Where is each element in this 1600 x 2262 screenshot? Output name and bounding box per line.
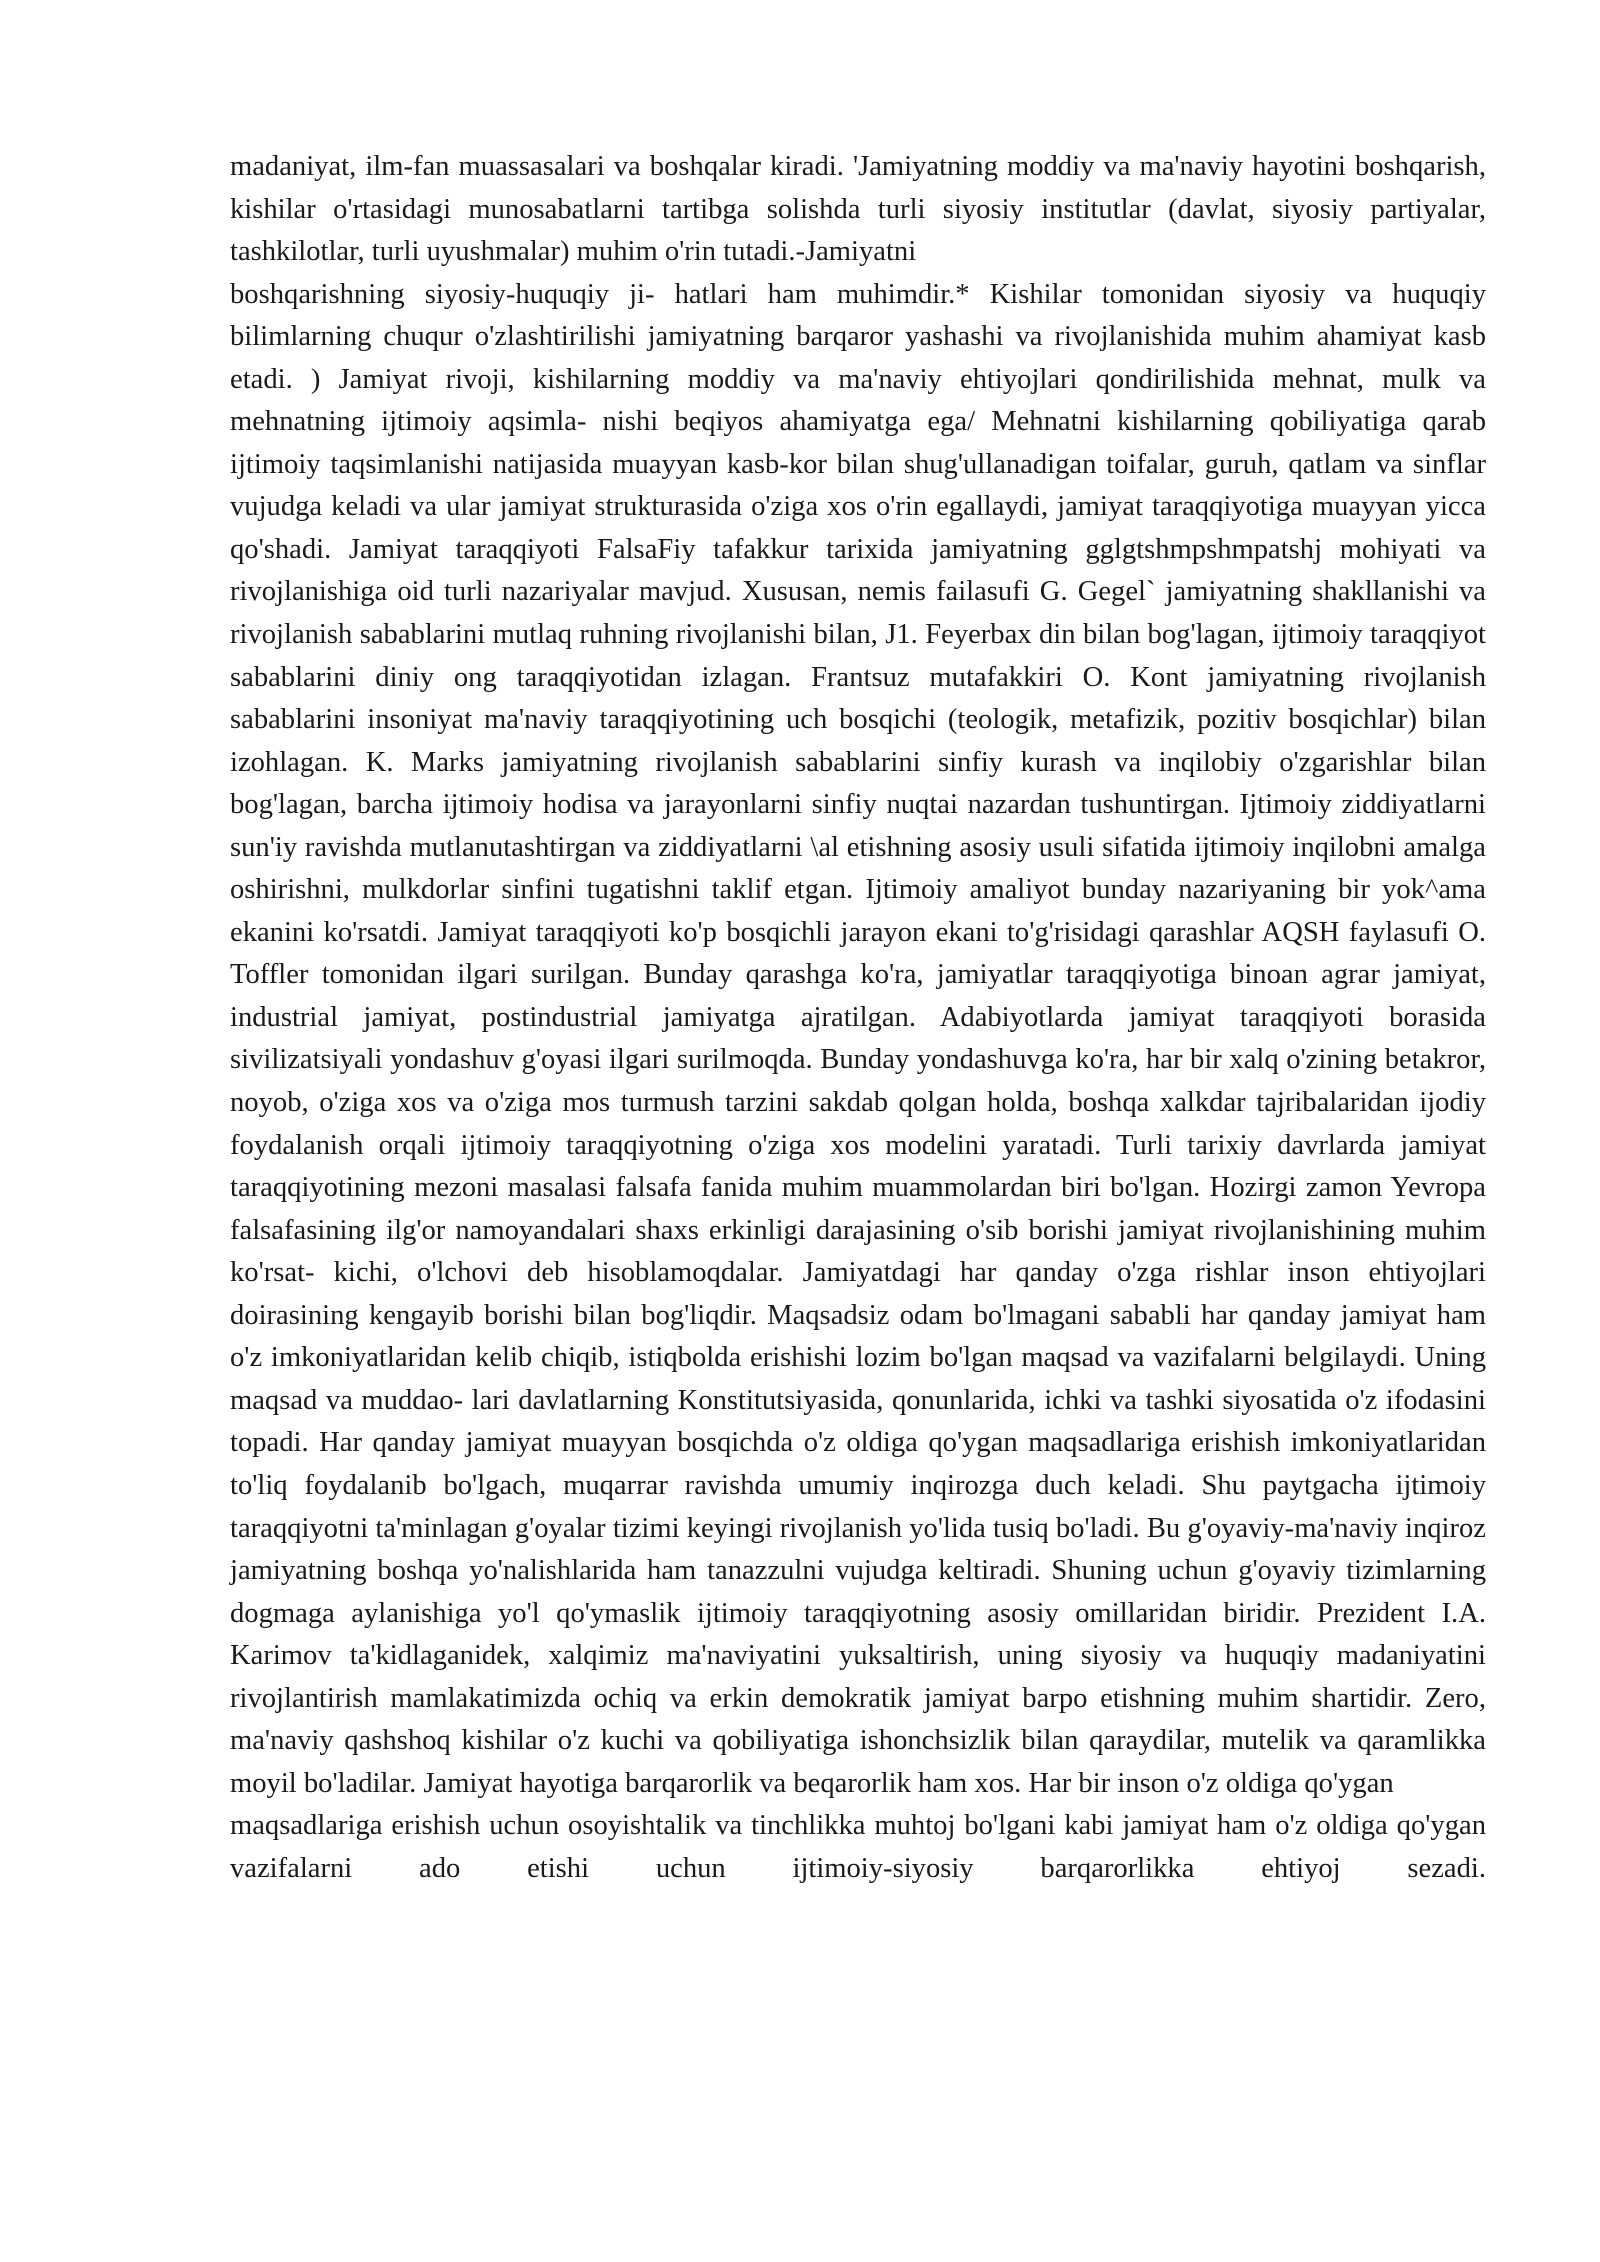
paragraph-2: boshqarishning siyosiy-huquqiy ji- hatlari ham muhimdir.* Kishilar tomonidan siyosiy va huquqiy bilimlarning chuqur o'zlashtirilishi jamiyatning barqaror yashashi va rivojlanishida muhim ahamiyat kasb etadi. ) Jamiyat rivoji, kishilarning moddiy va ma'naviy ehtiyojlari qondirilishida mehnat, mulk va mehnatning ijtimoiy aqsimla- nishi beqiyos ahamiyatga ega/ Mehnatni kishilarning qobiliyatiga qarab ijtimoiy taqsimlanishi natijasida muayyan kasb-kor bilan shug'ullanadigan toifalar, guruh, qatlam va sinflar vujudga keladi va ular jamiyat strukturasida o'ziga xos o'rin egallaydi, jamiyat taraqqiyotiga muayyan yicca qo'shadi. Jamiyat taraqqiyoti FalsaFiy tafakkur tarixida jamiyatning gglgtshmpshmpatshj mohiyati va rivojlanishiga oid turli nazariyalar mavjud. Xususan, nemis failasufi G. Gegel` jamiyatning shakllanishi va rivojlanish sabablarini mutlaq ruhning rivojlanishi bilan, J1. Feyerbax din bilan bog'lagan, ijtimoiy taraqqiyot sabablarini diniy ong taraqqiyotidan izlagan. Frantsuz mutafakkiri O. Kont jamiyatning rivojlanish sabablarini insoniyat ma'naviy taraqqiyotining uch bosqichi (teologik, metafizik, pozitiv bosqichlar) bilan izohlagan. K. Marks jamiyatning rivojlanish sabablarini sinfiy kurash va inqilobiy o'zgarishlar bilan bog'lagan, barcha ijtimoiy hodisa va jarayonlarni sinfiy nuqtai nazardan tushuntirgan. Ijtimoiy ziddiyatlarni sun'iy ravishda mutlanutashtirgan va ziddiyatlarni \al etishning asosiy usuli sifatida ijtimoiy inqilobni amalga oshirishni, mulkdorlar sinfini tugatishni taklif etgan. Ijtimoiy amaliyot bunday nazariyaning bir yok^ama ekanini ko'rsatdi. Jamiyat taraqqiyoti ko'p bosqichli jarayon ekani to'g'risidagi qarashlar AQSH faylasufi O. Toffler tomonidan ilgari surilgan. Bunday qarashga ko'ra, jamiyatlar taraqqiyotiga binoan agrar jamiyat, industrial jamiyat, postindustrial jamiyatga ajratilgan. Adabiyotlarda jamiyat taraqqiyoti borasida sivilizatsiyali yondashuv g'oyasi ilgari surilmoqda. Bunday yondashuvga ko'ra, har bir xalq o'zining betakror, noyob, o'ziga xos va o'ziga mos turmush tarzini sakdab qolgan holda, boshqa xalkdar tajribalaridan ijodiy foydalanish orqali ijtimoiy taraqqiyotning o'ziga xos modelini yaratadi. Turli tarixiy davrlarda jamiyat taraqqiyotining mezoni masalasi falsafa fanida muhim muammolardan biri bo'lgan. Hozirgi zamon Yevropa falsafasining ilg'or namoyandalari shaxs erkinligi darajasining o'sib borishi jamiyat rivojlanishining muhim ko'rsat- kichi, o'lchovi deb hisoblamoqdalar. Jamiyatdagi har qanday o'zga rishlar inson ehtiyojlari doirasining kengayib borishi bilan bog'liqdir. Maqsadsiz odam bo'lmagani sababli har qanday jamiyat ham o'z imkoniyatlaridan kelib chiqib, istiqbolda erishishi lozim bo'lgan maqsad va vazifalarni belgilaydi. Uning maqsad va muddao- lari davlatlarning Konstitutsiyasida, qonunlarida, ichki va tashki siyosatida o'z ifodasini topadi. Har qanday jamiyat muayyan bosqichda o'z oldiga qo'ygan maqsadlariga erishish imkoniyatlaridan to'liq foydalanib bo'lgach, muqarrar ravishda umumiy inqirozga duch keladi. Shu paytgacha ijtimoiy taraqqiyotni ta'minlagan g'oyalar tizimi keyingi rivojlanish yo'lida tusiq bo'ladi. Bu g'oyaviy-ma'naviy inqiroz jamiyatning boshqa yo'nalishlarida ham tanazzulni vujudga keltiradi. Shuning uchun g'oyaviy tizimlarning dogmaga aylanishiga yo'l qo'ymaslik ijtimoiy taraqqiyotning asosiy omillaridan biridir. Prezident I.A. Karimov ta'kidlaganidek, xalqimiz ma'naviyatini yuksaltirish, uning siyosiy va huquqiy madaniyatini rivojlantirish mamlakatimizda ochiq va erkin demokratik jamiyat barpo etishning muhim shartidir. Zero, ma'naviy qashshoq kishilar o'z kuchi va qobiliyatiga ishonchsizlik bilan qaraydilar, mutelik va qaramlikka moyil bo'ladilar. Jamiyat hayotiga barqarorlik va beqarorlik ham xos. Har bir inson o'z oldiga qo'ygan	[230, 278, 1486, 1799]
paragraph-3: maqsadlariga erishish uchun osoyishtalik va tinchlikka muhtoj bo'lgani kabi jamiyat ham o'z oldiga qo'ygan vazifalarni ado etishi uchun ijtimoiy-siyosiy barqarorlikka ehtiyoj sezadi.	[230, 1810, 1486, 1884]
document-body	[230, 146, 1486, 1890]
paragraph-1: madaniyat, ilm-fan muassasalari va boshqalar kiradi. 'Jamiyatning moddiy va ma'naviy hayotini boshqarish, kishilar o'rtasidagi munosabatlarni tartibga solishda turli siyosiy institutlar (davlat, siyosiy partiyalar, tashkilotlar, turli uyushmalar) muhim o'rin tutadi.-Jamiyatni	[230, 151, 1486, 268]
